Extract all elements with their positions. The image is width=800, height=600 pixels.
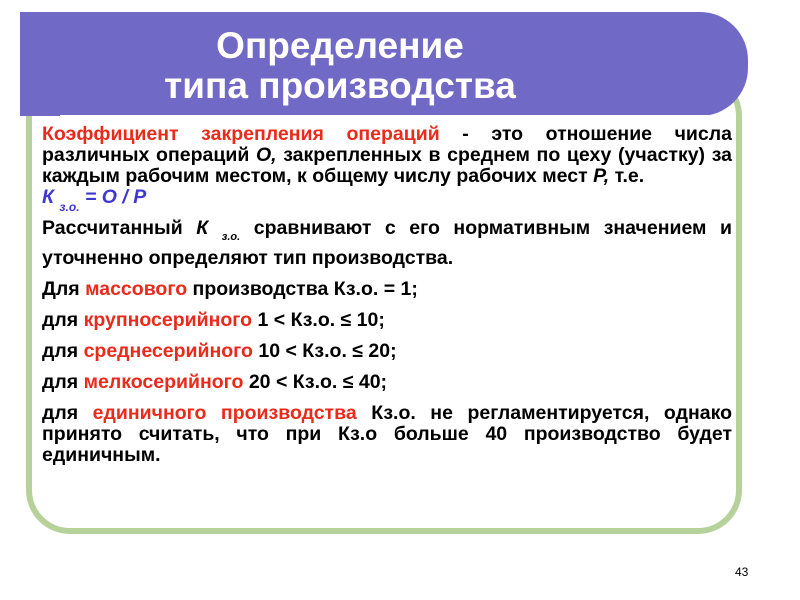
title-banner bbox=[20, 12, 748, 116]
compare-paragraph bbox=[42, 218, 732, 269]
type-prefix: Для bbox=[42, 278, 86, 300]
compare-subscript: з.о. bbox=[221, 231, 241, 243]
definition-text-2: закрепленных в среднем по цеху (участку) за каждым рабочим местом, к общему числу рабочих мест bbox=[42, 144, 732, 187]
type-rule: 20 < Кз.о. ≤ 40; bbox=[243, 371, 388, 393]
type-name-massive: массового bbox=[85, 278, 188, 300]
type-single bbox=[42, 403, 732, 466]
formula-k: К bbox=[42, 186, 54, 208]
type-prefix: для bbox=[42, 309, 84, 331]
type-rule: производства Кз.о. = 1; bbox=[187, 278, 418, 300]
definition-text-3: т.е. bbox=[609, 165, 645, 187]
type-prefix: для bbox=[42, 371, 84, 393]
type-name-single: единичного производства bbox=[92, 402, 357, 424]
variable-o: О, bbox=[255, 144, 277, 166]
type-rule: Кз.о. не регламентируется, однако принято считать, что при Кз.о больше 40 производство будет единичным. bbox=[42, 402, 732, 466]
type-massive bbox=[42, 279, 732, 300]
title-line-2: типа производства bbox=[164, 65, 516, 106]
slide-number: 43 bbox=[735, 565, 749, 579]
type-medium-series bbox=[42, 341, 732, 362]
definition-text-1: - это отношение числа различных операций bbox=[42, 123, 732, 166]
formula-subscript: з.о. bbox=[59, 200, 80, 214]
title-line-1: Определение bbox=[216, 25, 464, 66]
compare-k: К bbox=[196, 217, 209, 239]
formula-expression: = О / Р bbox=[84, 186, 147, 208]
definition-paragraph bbox=[42, 124, 732, 218]
type-prefix: для bbox=[42, 402, 93, 424]
type-prefix: для bbox=[42, 340, 84, 362]
compare-text-2: сравнивают с его нормативным значением и уточненно определяют тип производства. bbox=[42, 217, 732, 269]
variable-p: Р, bbox=[593, 165, 610, 187]
type-rule: 1 < Кз.о. ≤ 10; bbox=[252, 309, 385, 331]
type-name-medium-series: среднесерийного bbox=[83, 340, 253, 362]
slide-body bbox=[42, 124, 732, 466]
type-name-small-series: мелкосерийного bbox=[83, 371, 244, 393]
type-small-series bbox=[42, 372, 732, 393]
slide-title bbox=[60, 26, 620, 106]
compare-text-1: Рассчитанный bbox=[42, 217, 197, 239]
type-name-large-series: крупносерийного bbox=[83, 309, 253, 331]
type-rule: 10 < Кз.о. ≤ 20; bbox=[252, 340, 397, 362]
title-underline bbox=[60, 115, 732, 119]
definition-term: Коэффициент закрепления операций bbox=[42, 123, 440, 145]
type-large-series bbox=[42, 310, 732, 331]
